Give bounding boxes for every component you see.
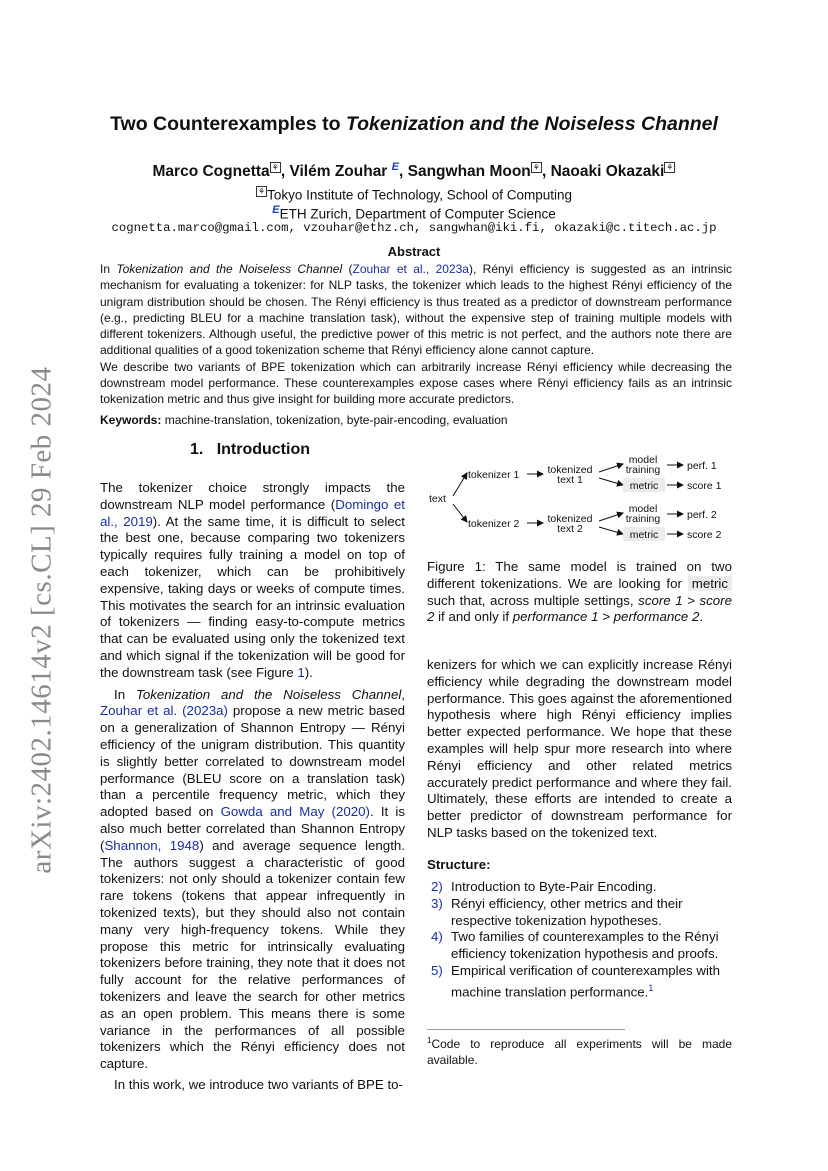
- diagram-arrow: [599, 478, 623, 485]
- diagram-node-score-2: score 2: [687, 529, 722, 541]
- body-paragraph: In this work, we introduce two variants of BPE to-: [114, 1076, 403, 1092]
- section-link[interactable]: 3): [431, 895, 443, 911]
- diagram-node-tokenizer-2: tokenizer 2: [468, 518, 520, 530]
- structure-heading: Structure:: [427, 857, 491, 872]
- section-link[interactable]: 5): [431, 962, 443, 978]
- diagram-node-tokenized-2: tokenized: [547, 513, 593, 525]
- paper-title: Two Counterexamples to Tokenization and the Noiseless Channel: [110, 113, 718, 135]
- eth-mark-icon: E: [391, 161, 399, 173]
- figure-ref-link[interactable]: 1: [297, 664, 305, 680]
- diagram-arrow: [453, 504, 467, 522]
- body-paragraph: kenizers for which we can explicitly increase Rényi efficiency while degrading the downstream model performance. This goes against the aforementioned hypothesis where high Rényi efficiency implies better expected performance. We hope that these examples will help spur more research into where Rényi efficiency and other related metrics accurately predict performance and where they fail. Ultimately, these efforts are intended to create a better predictor of downstream performance for NLP tasks based on the tokenized text.: [427, 657, 732, 840]
- affiliation: ⚘ Tokyo Institute of Technology, School of Computing: [257, 187, 573, 203]
- citation-link[interactable]: Gowda and May (2020): [220, 804, 370, 820]
- abstract-paragraph: We describe two variants of BPE tokenization which can arbitrarily increase Rényi efficiency while decreasing the downstream model performance. These counterexamples expose cases where Rényi efficiency fails as an intrinsic tokenization metric and thus give insight for building more accurate predictors.: [100, 359, 732, 407]
- abstract-heading: Abstract: [387, 244, 441, 259]
- footnote-divider: [427, 1029, 625, 1030]
- list-item: 4) Two families of counterexamples to the Rényi efficiency tokenization hypothesis and proofs.: [431, 929, 719, 962]
- list-item: 3) Rényi efficiency, other metrics and their respective tokenization hypotheses.: [431, 895, 683, 928]
- tokyo-tech-mark-icon: ⚘: [271, 163, 279, 172]
- author: Naoaki Okazaki ⚘: [550, 163, 674, 181]
- tokyo-tech-mark-icon: ⚘: [532, 163, 540, 172]
- figure-1: [427, 450, 732, 550]
- diagram-node-perf-1: perf. 1: [687, 460, 717, 472]
- diagram-node-metric-2: metric: [629, 529, 659, 541]
- diagram-node-model-1: model: [628, 454, 658, 466]
- list-item: 2) Introduction to Byte-Pair Encoding.: [431, 879, 657, 894]
- tokyo-tech-mark-icon: ⚘: [666, 163, 674, 172]
- author-list: [0, 161, 828, 181]
- tokenization-diagram: [427, 450, 732, 550]
- diagram-arrow: [599, 527, 623, 534]
- author: Vilém Zouhar $^E$,: [289, 161, 408, 181]
- footnote: $^1$Code to reproduce all experiments will be made available.: [427, 1036, 732, 1067]
- author: Sangwhan Moon ⚘ ,: [407, 163, 551, 181]
- arxiv-stamp: [12, 360, 72, 880]
- metric-highlight: metric: [688, 576, 732, 591]
- diagram-arrow: [599, 513, 623, 521]
- keywords: Keywords: machine-translation, tokenization, byte-pair-encoding, evaluation: [100, 413, 508, 427]
- body-paragraph: The tokenizer choice strongly impacts the downstream NLP model performance (Domingo et al., 2019). At the same time, it is difficult to select the best one, because comparing two tokenizers typically requires fully training a model on top of each tokenizer, which can be prohibitively expensive, taking days or weeks of compute times. This motivates the search for an intrinsic evaluation of tokenizers — finding easy-to-compute metrics that can be evaluated using only the tokenized text and which signal if the tokenization will be good for the downstream task (see Figure 1).: [100, 480, 406, 680]
- arxiv-id: arXiv:2402.14614v2 [cs.CL] 29 Feb 2024: [25, 366, 58, 874]
- diagram-arrow: [453, 473, 467, 496]
- diagram-node-metric-1: metric: [629, 480, 659, 492]
- citation-link[interactable]: Zouhar et al., 2023a: [352, 262, 469, 276]
- diagram-node-text-1: text 1: [557, 474, 583, 486]
- citation-link[interactable]: Domingo et al., 2019: [100, 496, 405, 529]
- figure-caption: Figure 1: The same model is trained on two different tokenizations. We are looking for metric such that, across multiple settings, score 1 > score 2 if and only if performance 1 > performance 2.: [427, 559, 732, 625]
- diagram-node-perf-2: perf. 2: [687, 509, 717, 521]
- diagram-arrow: [599, 464, 623, 472]
- citation-link[interactable]: Zouhar et al. (2023a): [100, 703, 228, 719]
- footnote-link[interactable]: 1: [648, 982, 654, 993]
- author-emails: cognetta.marco@gmail.com, vzouhar@ethz.ch, sangwhan@iki.fi, okazaki@c.titech.ac.jp: [111, 221, 717, 235]
- affiliation: $^E$ETH Zurich, Department of Computer Science: [272, 204, 556, 222]
- left-column: [100, 480, 405, 1094]
- abstract-body: [100, 261, 732, 408]
- diagram-node-score-1: score 1: [687, 480, 722, 492]
- author: Marco Cognetta ⚘ ,: [152, 163, 290, 181]
- diagram-node-tokenized-1: tokenized: [547, 464, 593, 476]
- eth-mark-icon: E: [272, 204, 280, 216]
- section-heading: 1. Introduction: [190, 441, 310, 458]
- citation-link[interactable]: Shannon, 1948: [104, 837, 200, 853]
- list-item: 5) Empirical verification of counterexamples with machine translation performance.$^1$: [431, 962, 721, 1000]
- tokyo-tech-mark-icon: ⚘: [257, 187, 266, 196]
- right-column-body: [427, 657, 732, 842]
- abstract-paragraph: In Tokenization and the Noiseless Channel (Zouhar et al., 2023a), Rényi efficiency is suggested as an intrinsic mechanism for evaluating a tokenizer: for NLP tasks, the tokenizer which leads to the highest Rényi efficiency of the unigram distribution should be chosen. The Rényi efficiency is thus treated as a predictor of downstream performance (e.g., predicting BLEU for a machine translation task), without the expensive step of training multiple models with different tokenizers. Although useful, the predictive power of this metric is not perfect, and the authors note there are additional qualities of a good tokenization scheme that Rényi efficiency alone cannot capture.: [100, 262, 732, 358]
- section-link[interactable]: 4): [431, 929, 443, 945]
- diagram-node-training-1: training: [625, 464, 661, 476]
- section-link[interactable]: 2): [431, 879, 443, 894]
- diagram-node-model-2: model: [628, 503, 658, 515]
- diagram-node-text-2: text 2: [557, 523, 583, 535]
- diagram-node-training-2: training: [625, 513, 661, 525]
- structure-list: [427, 879, 732, 1001]
- diagram-node-tokenizer-1: tokenizer 1: [468, 469, 520, 481]
- diagram-node-text: text: [429, 493, 446, 505]
- body-paragraph: In Tokenization and the Noiseless Channel, Zouhar et al. (2023a) propose a new metric based on a generalization of Shannon Entropy — Rényi efficiency of the unigram distribution. This quantity is slightly better correlated to downstream model performance (BLEU score on a translation task) than a percentile frequency metric, which they adopted based on Gowda and May (2020). It is also much better correlated than Shannon Entropy (Shannon, 1948) and average sequence length. The authors suggest a characteristic of good tokenizers: not only should a tokenizer contain few rare tokens (tokens that appear infrequently in tokenized texts), but they should also not contain many very high-frequency tokens. While they propose this metric for intrinsically evaluating tokenizers before training, they note that it does not fully account for the relative performances of tokenizers and leave the search for other metrics as an open problem. This means there is some variance in the performances of all possible tokenizers which the Rényi efficiency does not capture.: [100, 686, 405, 1072]
